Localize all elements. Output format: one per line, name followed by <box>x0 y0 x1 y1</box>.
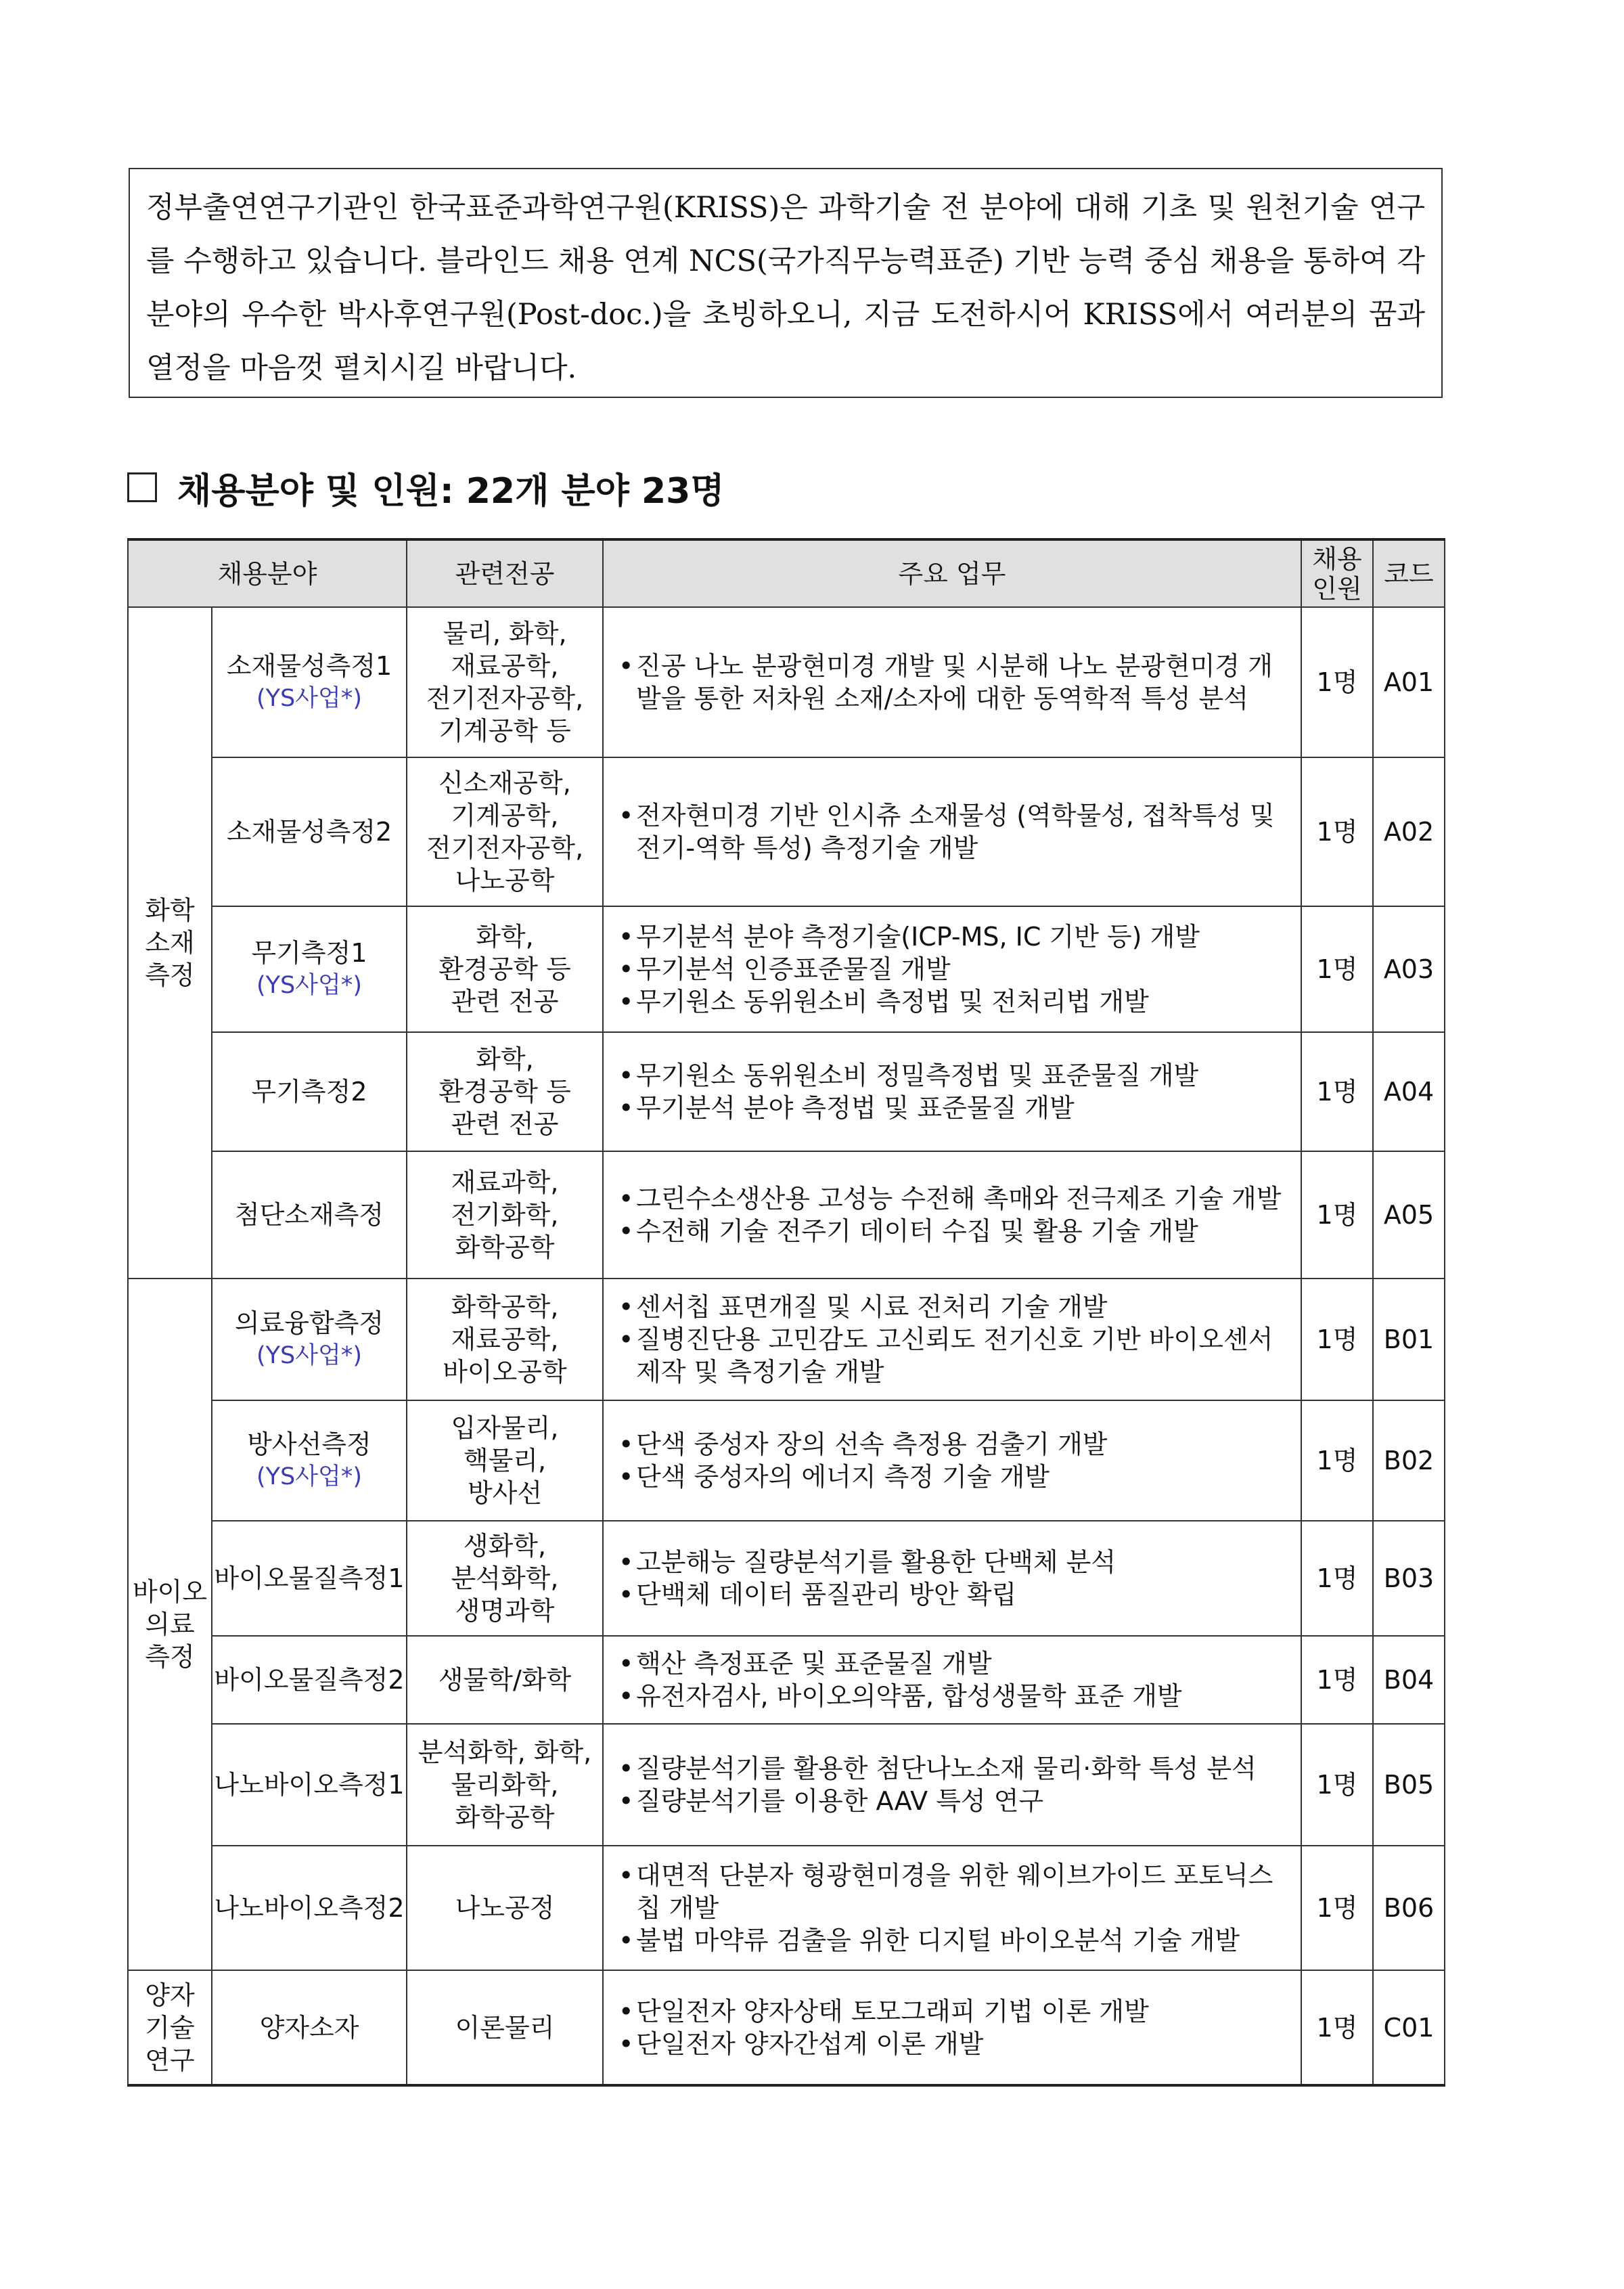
major-line: 입자물리, <box>451 1413 559 1443</box>
recruitment-table <box>127 538 1445 2087</box>
table-row <box>128 1521 1445 1636</box>
major-line: 전기전자공학, <box>426 684 584 713</box>
major-line: 이론물리 <box>455 2012 555 2043</box>
field-name: 나노바이오측정1 <box>214 1770 405 1800</box>
major-line: 물리화학, <box>451 1770 559 1800</box>
field-cell <box>212 1521 407 1636</box>
group-name-line: 바이오 <box>132 1577 208 1607</box>
duties-cell <box>603 1724 1301 1846</box>
code-cell: B03 <box>1373 1521 1445 1636</box>
count-cell: 1명 <box>1301 607 1373 757</box>
duty-item: • 고분해능 질량분석기를 활용한 단백체 분석 <box>618 1546 1294 1578</box>
major-line: 화학공학, <box>451 1292 559 1322</box>
header-duties: 주요 업무 <box>603 539 1301 607</box>
duty-item: • 수전해 기술 전주기 데이터 수집 및 활용 기술 개발 <box>618 1215 1294 1247</box>
major-line: 생화학, <box>463 1531 547 1561</box>
major-line: 기계공학, <box>451 801 559 830</box>
count-cell: 1명 <box>1301 1400 1373 1521</box>
duty-item: • 무기분석 분야 측정법 및 표준물질 개발 <box>618 1092 1294 1124</box>
major-line: 환경공학 등 <box>438 1077 571 1107</box>
field-cell <box>212 1151 407 1279</box>
major-line: 관련 전공 <box>451 1109 559 1139</box>
table-row <box>128 607 1445 757</box>
duty-item: • 단색 중성자의 에너지 측정 기술 개발 <box>618 1461 1294 1493</box>
duties-list <box>618 1752 1294 1817</box>
duties-cell <box>603 757 1301 906</box>
major-line: 환경공학 등 <box>438 954 571 984</box>
table-row <box>128 1846 1445 1970</box>
intro-text: 정부출연연구기관인 한국표준과학연구원(KRISS)은 과학기술 전 분야에 대해 기초 및 원천기술 연구를 수행하고 있습니다. 블라인드 채용 연계 NCS(국가직무능력표준) 기반 능력 중심 채용을 통하여 각 분야의 우수한 박사후연구원(Post-doc.)을 초빙하오니, 지금 도전하시어 KRISS에서 여러분의 꿈과 열정을 마음껏 펼치시길 바랍니다. <box>146 191 1425 385</box>
checkbox-square-icon <box>127 472 157 502</box>
header-count-line1: 채용 <box>1312 543 1362 574</box>
field-cell <box>212 1279 407 1400</box>
field-cell <box>212 757 407 906</box>
duty-item: • 전자현미경 기반 인시츄 소재물성 (역학물성, 접착특성 및 전기-역학 특성) 측정기술 개발 <box>618 799 1294 864</box>
duties-list <box>618 1182 1294 1247</box>
major-line: 신소재공학, <box>438 768 571 798</box>
major-line: 나노공학 <box>455 866 555 895</box>
major-cell <box>407 757 603 906</box>
duties-list <box>618 1059 1294 1124</box>
major-cell <box>407 1846 603 1970</box>
group-name-line: 연구 <box>145 2045 195 2075</box>
duty-item: • 무기원소 동위원소비 정밀측정법 및 표준물질 개발 <box>618 1059 1294 1092</box>
field-name: 방사선측정 <box>247 1429 371 1459</box>
ys-tag: (YS사업*) <box>256 685 363 712</box>
count-cell: 1명 <box>1301 1151 1373 1279</box>
duty-item: • 핵산 측정표준 및 표준물질 개발 <box>618 1647 1294 1680</box>
header-major: 관련전공 <box>407 539 603 607</box>
major-line: 화학, <box>476 922 534 952</box>
major-cell <box>407 1279 603 1400</box>
table-row <box>128 1032 1445 1151</box>
duty-item: • 무기원소 동위원소비 측정법 및 전처리법 개발 <box>618 985 1294 1018</box>
field-cell <box>212 1970 407 2085</box>
group-name-line: 측정 <box>145 960 195 990</box>
duties-cell <box>603 1400 1301 1521</box>
field-name: 양자소자 <box>259 2012 359 2043</box>
ys-tag: (YS사업*) <box>256 1342 363 1369</box>
group-name-line: 의료 <box>145 1609 195 1639</box>
major-line: 물리, 화학, <box>443 619 567 648</box>
major-line: 나노공정 <box>455 1893 555 1923</box>
duties-list <box>618 1647 1294 1712</box>
group-name-line: 소재 <box>145 928 195 958</box>
major-cell <box>407 1636 603 1724</box>
major-line: 분석화학, 화학, <box>418 1737 592 1767</box>
count-cell: 1명 <box>1301 1724 1373 1846</box>
field-cell <box>212 1400 407 1521</box>
table-row <box>128 1724 1445 1846</box>
duties-cell <box>603 1521 1301 1636</box>
duty-item: • 단일전자 양자간섭계 이론 개발 <box>618 2028 1294 2060</box>
code-cell: A03 <box>1373 906 1445 1032</box>
duty-item: • 단색 중성자 장의 선속 측정용 검출기 개발 <box>618 1428 1294 1461</box>
duty-item: • 무기분석 분야 측정기술(ICP-MS, IC 기반 등) 개발 <box>618 920 1294 953</box>
duties-list <box>618 1995 1294 2060</box>
duties-list <box>618 1291 1294 1388</box>
major-line: 화학공학 <box>455 1232 555 1262</box>
major-cell <box>407 1032 603 1151</box>
field-cell <box>212 607 407 757</box>
field-name: 무기측정2 <box>251 1077 367 1107</box>
field-name: 무기측정1 <box>251 938 367 968</box>
code-cell: B06 <box>1373 1846 1445 1970</box>
code-cell: B04 <box>1373 1636 1445 1724</box>
count-cell: 1명 <box>1301 1970 1373 2085</box>
duty-item: • 진공 나노 분광현미경 개발 및 시분해 나노 분광현미경 개발을 통한 저차원 소재/소자에 대한 동역학적 특성 분석 <box>618 650 1294 715</box>
table-row <box>128 757 1445 906</box>
field-name: 소재물성측정2 <box>226 817 392 847</box>
header-count-line2: 인원 <box>1312 573 1362 604</box>
table-row <box>128 1636 1445 1724</box>
field-cell <box>212 1032 407 1151</box>
major-line: 생물학/화학 <box>438 1665 572 1695</box>
major-line: 관련 전공 <box>451 987 559 1017</box>
field-name: 소재물성측정1 <box>226 651 392 681</box>
count-cell: 1명 <box>1301 1636 1373 1724</box>
duties-cell <box>603 1032 1301 1151</box>
major-line: 기계공학 등 <box>438 716 571 746</box>
major-line: 방사선 <box>467 1478 543 1508</box>
duty-item: • 불법 마약류 검출을 위한 디지털 바이오분석 기술 개발 <box>618 1924 1294 1957</box>
field-name: 의료융합측정 <box>234 1308 384 1338</box>
table-header-row <box>128 539 1445 607</box>
major-line: 바이오공학 <box>443 1357 567 1387</box>
ys-tag: (YS사업*) <box>256 972 363 999</box>
group-cell <box>128 607 212 1279</box>
duties-list <box>618 1428 1294 1493</box>
code-cell: B05 <box>1373 1724 1445 1846</box>
table-row <box>128 1279 1445 1400</box>
code-cell: A01 <box>1373 607 1445 757</box>
group-name-line: 측정 <box>145 1642 195 1672</box>
duty-item: • 단일전자 양자상태 토모그래피 기법 이론 개발 <box>618 1995 1294 2028</box>
major-line: 화학, <box>476 1044 534 1074</box>
group-cell <box>128 1970 212 2085</box>
field-name: 바이오물질측정2 <box>214 1665 405 1695</box>
header-field: 채용분야 <box>128 539 407 607</box>
ys-tag: (YS사업*) <box>256 1463 363 1490</box>
header-code: 코드 <box>1373 539 1445 607</box>
duty-item: • 단백체 데이터 품질관리 방안 확립 <box>618 1578 1294 1611</box>
duty-item: • 유전자검사, 바이오의약품, 합성생물학 표준 개발 <box>618 1680 1294 1712</box>
major-line: 전기전자공학, <box>426 833 584 863</box>
major-cell <box>407 607 603 757</box>
count-cell: 1명 <box>1301 1846 1373 1970</box>
duties-list <box>618 650 1294 715</box>
major-cell <box>407 906 603 1032</box>
major-cell <box>407 1970 603 2085</box>
table-row <box>128 1151 1445 1279</box>
duties-cell <box>603 1636 1301 1724</box>
major-line: 재료공학, <box>451 651 559 681</box>
table-row <box>128 1970 1445 2085</box>
major-cell <box>407 1400 603 1521</box>
code-cell: C01 <box>1373 1970 1445 2085</box>
field-name: 나노바이오측정2 <box>214 1893 405 1923</box>
code-cell: B02 <box>1373 1400 1445 1521</box>
count-cell: 1명 <box>1301 757 1373 906</box>
duties-cell <box>603 1970 1301 2085</box>
duties-list <box>618 1859 1294 1957</box>
duty-item: • 무기분석 인증표준물질 개발 <box>618 953 1294 985</box>
count-cell: 1명 <box>1301 1279 1373 1400</box>
field-name: 첨단소재측정 <box>234 1200 384 1230</box>
major-line: 분석화학, <box>451 1563 559 1593</box>
field-cell <box>212 1846 407 1970</box>
major-line: 화학공학 <box>455 1802 555 1832</box>
table-row <box>128 906 1445 1032</box>
duties-list <box>618 920 1294 1018</box>
major-line: 핵물리, <box>463 1446 547 1475</box>
major-line: 전기화학, <box>451 1200 559 1230</box>
duties-list <box>618 1546 1294 1611</box>
code-cell: A02 <box>1373 757 1445 906</box>
code-cell: A05 <box>1373 1151 1445 1279</box>
major-cell <box>407 1151 603 1279</box>
duties-cell <box>603 1846 1301 1970</box>
duties-cell <box>603 607 1301 757</box>
group-name-line: 기술 <box>145 2012 195 2043</box>
duties-cell <box>603 1151 1301 1279</box>
field-cell <box>212 906 407 1032</box>
duty-item: • 질량분석기를 활용한 첨단나노소재 물리·화학 특성 분석 <box>618 1752 1294 1785</box>
major-cell <box>407 1521 603 1636</box>
duty-item: • 그린수소생산용 고성능 수전해 촉매와 전극제조 기술 개발 <box>618 1182 1294 1215</box>
major-line: 재료과학, <box>451 1168 559 1197</box>
group-name-line: 화학 <box>145 895 195 925</box>
duty-item: • 대면적 단분자 형광현미경을 위한 웨이브가이드 포토닉스 칩 개발 <box>618 1859 1294 1924</box>
duties-cell <box>603 1279 1301 1400</box>
header-count <box>1301 539 1373 607</box>
major-line: 재료공학, <box>451 1325 559 1354</box>
intro-box <box>129 168 1443 398</box>
field-cell <box>212 1724 407 1846</box>
duty-item: • 질병진단용 고민감도 고신뢰도 전기신호 기반 바이오센서 제작 및 측정기술 개발 <box>618 1323 1294 1388</box>
major-line: 생명과학 <box>455 1596 555 1626</box>
major-cell <box>407 1724 603 1846</box>
section-heading <box>127 460 725 514</box>
duties-cell <box>603 906 1301 1032</box>
count-cell: 1명 <box>1301 906 1373 1032</box>
duties-list <box>618 799 1294 864</box>
code-cell: B01 <box>1373 1279 1445 1400</box>
group-cell <box>128 1279 212 1970</box>
field-cell <box>212 1636 407 1724</box>
code-cell: A04 <box>1373 1032 1445 1151</box>
group-name-line: 양자 <box>145 1980 195 2010</box>
table-row <box>128 1400 1445 1521</box>
duty-item: • 센서칩 표면개질 및 시료 전처리 기술 개발 <box>618 1291 1294 1323</box>
count-cell: 1명 <box>1301 1521 1373 1636</box>
count-cell: 1명 <box>1301 1032 1373 1151</box>
section-title-text: 채용분야 및 인원: 22개 분야 23명 <box>177 470 725 512</box>
field-name: 바이오물질측정1 <box>214 1563 405 1593</box>
duty-item: • 질량분석기를 이용한 AAV 특성 연구 <box>618 1785 1294 1817</box>
